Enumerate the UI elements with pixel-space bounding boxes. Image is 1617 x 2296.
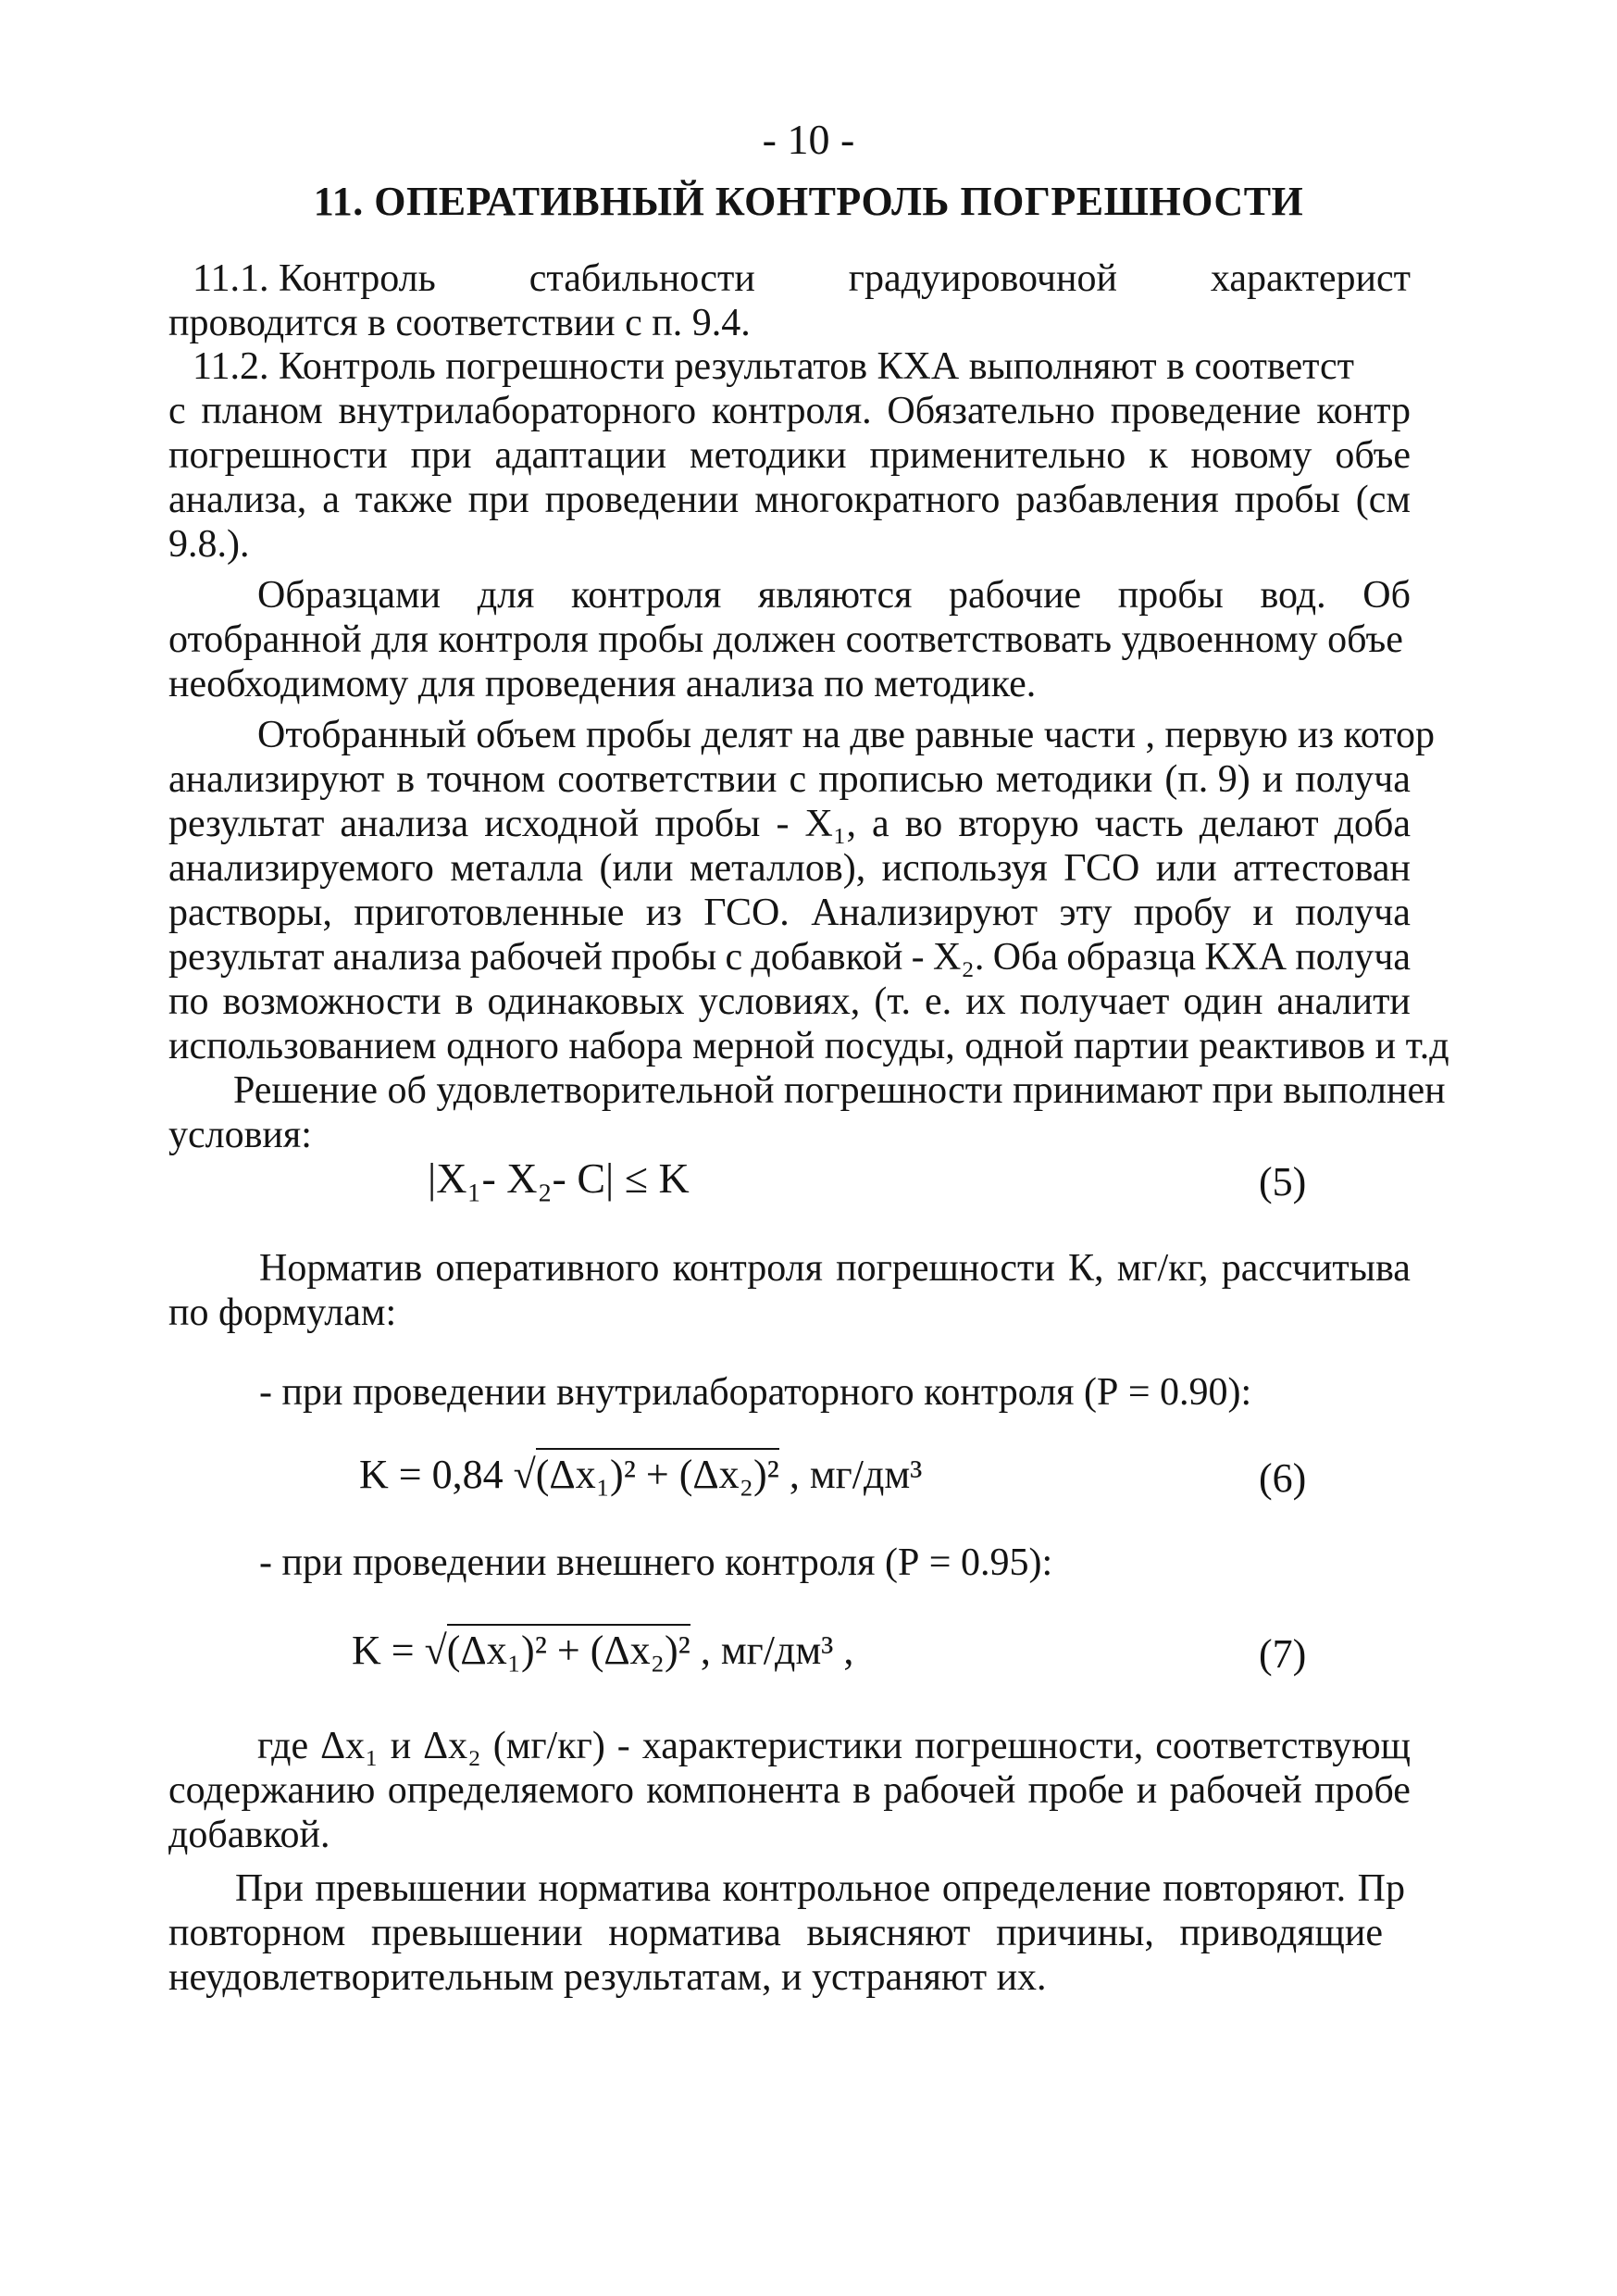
paragraph-line: результат анализа исходной пробы - X₁, а во вторую часть делают доба — [168, 803, 1411, 845]
paragraph-line: Решение об удовлетворительной погрешности принимают при выполнен — [233, 1069, 1446, 1112]
formula-6: K = 0,84 √(Δx₁)² + (Δx₂)² , мг/дм³ — [359, 1452, 922, 1497]
formula-7-radicand: (Δx₁)² + (Δx₂)² — [447, 1624, 690, 1673]
formula-7: K = √(Δx₁)² + (Δx₂)² , мг/дм³ , — [352, 1628, 853, 1673]
paragraph-line: анализируемого металла (или металлов), используя ГСО или аттестован — [168, 847, 1411, 890]
paragraph-line: Образцами для контроля являются рабочие пробы вод. Об — [257, 574, 1411, 617]
paragraph-line: по возможности в одинаковых условиях, (т. е. их получает один аналити — [168, 980, 1411, 1023]
paragraph-line: содержанию определяемого компонента в рабочей пробе и рабочей пробе — [168, 1769, 1411, 1812]
paragraph-line: 9.8.). — [168, 523, 250, 566]
formula-7-number: (7) — [1259, 1631, 1307, 1677]
page-number: - 10 - — [762, 116, 855, 163]
formula-5-number: (5) — [1259, 1159, 1307, 1204]
paragraph-line: использованием одного набора мерной посуды, одной партии реактивов и т.д — [168, 1025, 1449, 1067]
condition-external-control: - при проведении внешнего контроля (Р = 0.95): — [259, 1541, 1053, 1584]
paragraph-line: растворы, приготовленные из ГСО. Анализируют эту пробу и получа — [168, 892, 1411, 934]
paragraph-line: 11.2. Контроль погрешности результатов КХА выполняют в соответст — [193, 345, 1354, 388]
paragraph-line: где Δx₁ и Δx₂ (мг/кг) - характеристики погрешности, соответствующ — [257, 1725, 1411, 1767]
paragraph-line: с планом внутрилабораторного контроля. Обязательно проведение контр — [168, 390, 1411, 432]
formula-6-number: (6) — [1259, 1455, 1307, 1501]
paragraph-line: результат анализа рабочей пробы с добавкой - X₂. Оба образца КХА получа — [168, 936, 1411, 979]
condition-internal-control: - при проведении внутрилабораторного контроля (Р = 0.90): — [259, 1371, 1252, 1414]
paragraph-line: Норматив оперативного контроля погрешности К , мг/кг, рассчитыва — [259, 1247, 1411, 1290]
paragraph-line: добавкой. — [168, 1814, 330, 1856]
paragraph-line: отобранной для контроля пробы должен соответствовать удвоенному объе — [168, 618, 1403, 661]
formula-6-radicand: (Δx₁)² + (Δx₂)² — [536, 1448, 779, 1497]
paragraph-line: необходимому для проведения анализа по методике. — [168, 663, 1037, 705]
square-root-icon: √ — [513, 1452, 536, 1497]
paragraph-line: 11.1. Контроль стабильности градуировочной характерист — [193, 257, 1411, 300]
section-title: 11. ОПЕРАТИВНЫЙ КОНТРОЛЬ ПОГРЕШНОСТИ — [313, 179, 1304, 224]
paragraph-line: погрешности при адаптации методики применительно к новому объе — [168, 434, 1411, 477]
paragraph-line: проводится в соответствии с п. 9.4. — [168, 302, 751, 344]
paragraph-line: по формулам: — [168, 1292, 397, 1334]
formula-5: |X₁- X₂- C| ≤ K — [428, 1154, 690, 1202]
paragraph-line: При превышении норматива контрольное определение повторяют. Пр — [235, 1867, 1405, 1910]
paragraph-line: повторном превышении норматива выясняют причины, приводящие — [168, 1912, 1383, 1954]
paragraph-line: анализируют в точном соответствии с прописью методики (п. 9) и получа — [168, 758, 1411, 801]
paragraph-line: Отобранный объем пробы делят на две равные части , первую из котор — [257, 714, 1435, 756]
paragraph-line: неудовлетворительным результатам, и устраняют их. — [168, 1956, 1047, 1999]
paragraph-line: анализа, а также при проведении многократного разбавления пробы (см — [168, 479, 1411, 521]
paragraph-line: условия: — [168, 1114, 312, 1156]
square-root-icon: √ — [424, 1628, 447, 1673]
